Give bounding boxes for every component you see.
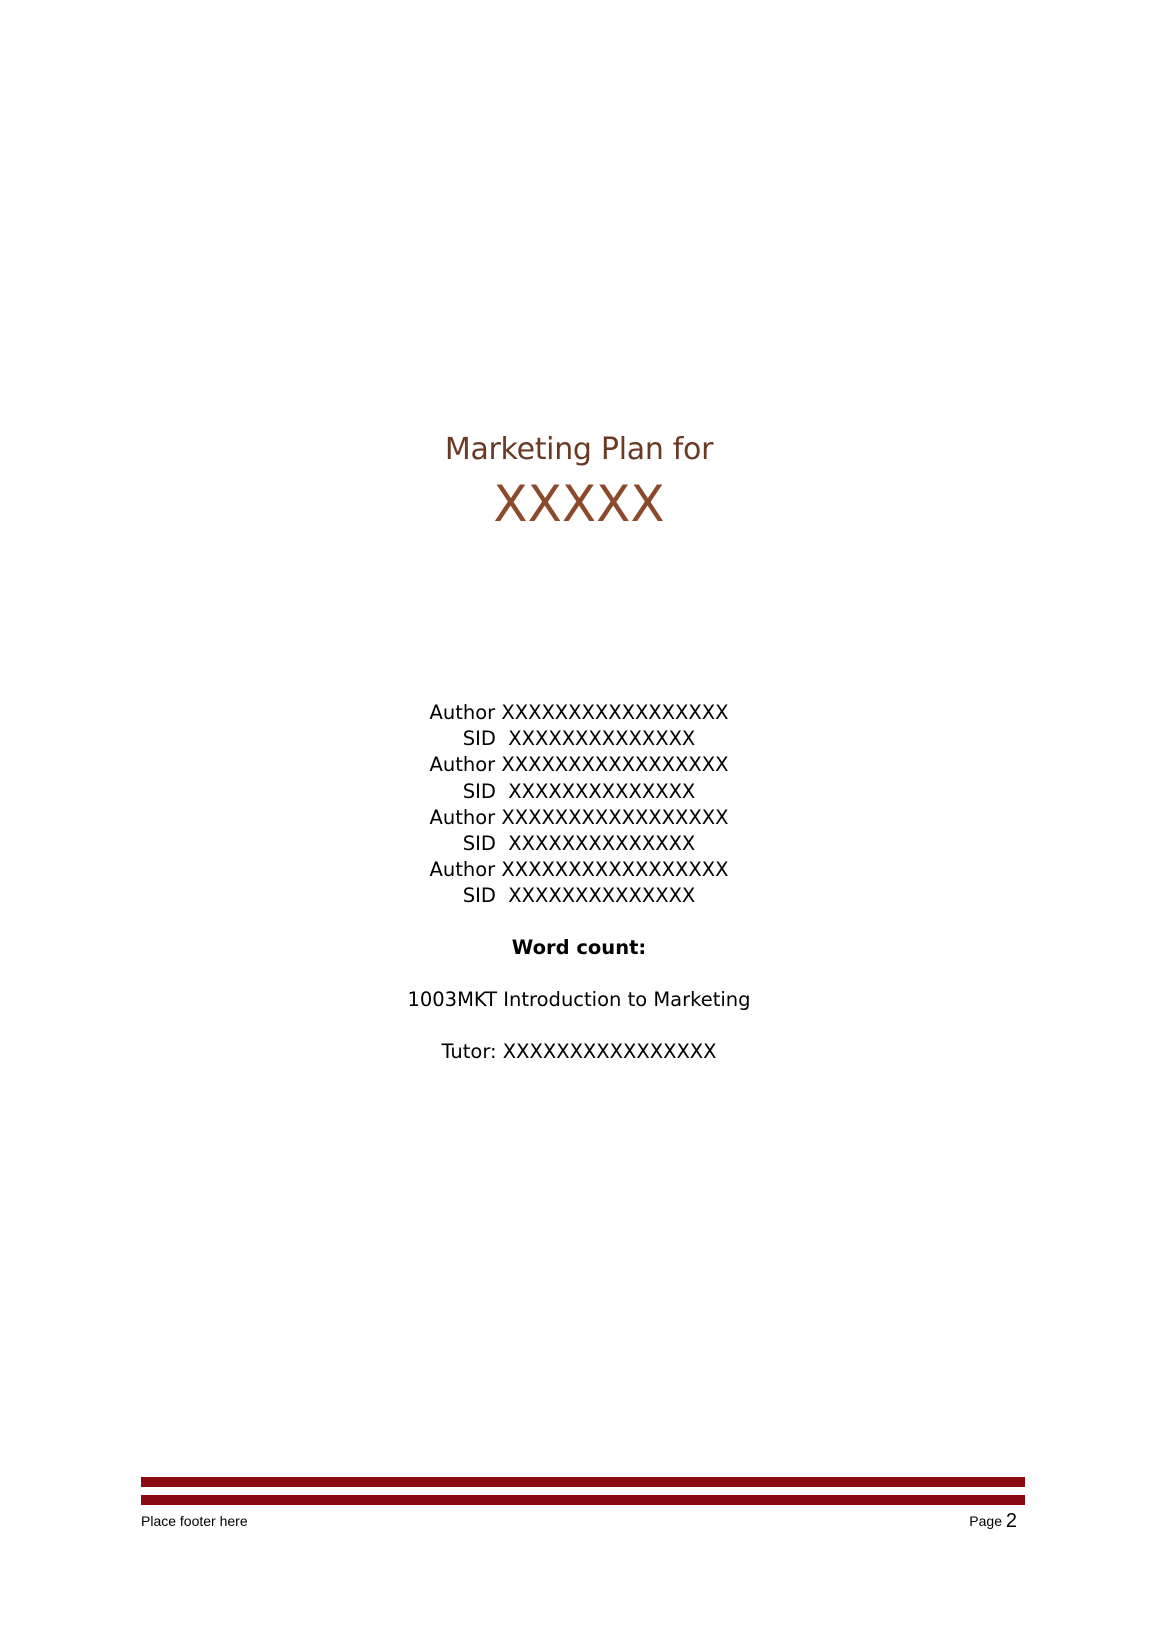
page-indicator <box>969 1512 1017 1530</box>
author-sid: SID XXXXXXXXXXXXXX <box>462 832 696 856</box>
author-list <box>0 700 1158 910</box>
footer-text: Place footer here <box>141 1513 248 1529</box>
document-title: Marketing Plan for <box>444 432 714 467</box>
course-name: 1003MKT Introduction to Marketing <box>407 988 751 1011</box>
page-label: Page <box>969 1513 1002 1529</box>
author-name: Author XXXXXXXXXXXXXXXXX <box>429 753 729 777</box>
footer-rule-top <box>141 1477 1025 1487</box>
author-sid: SID XXXXXXXXXXXXXX <box>462 727 696 751</box>
author-name: Author XXXXXXXXXXXXXXXXX <box>429 858 729 882</box>
tutor-name: Tutor: XXXXXXXXXXXXXXXX <box>441 1040 717 1063</box>
author-sid: SID XXXXXXXXXXXXXX <box>462 884 696 908</box>
page-number: 2 <box>1005 1510 1017 1532</box>
footer-rule-bottom <box>141 1495 1025 1505</box>
title-block <box>0 430 1158 534</box>
word-count-label: Word count: <box>511 936 647 959</box>
author-name: Author XXXXXXXXXXXXXXXXX <box>429 701 729 724</box>
document-subject: XXXXX <box>493 475 665 533</box>
author-sid: SID XXXXXXXXXXXXXX <box>462 779 696 803</box>
author-name: Author XXXXXXXXXXXXXXXXX <box>429 805 729 829</box>
document-meta <box>0 935 1158 1091</box>
